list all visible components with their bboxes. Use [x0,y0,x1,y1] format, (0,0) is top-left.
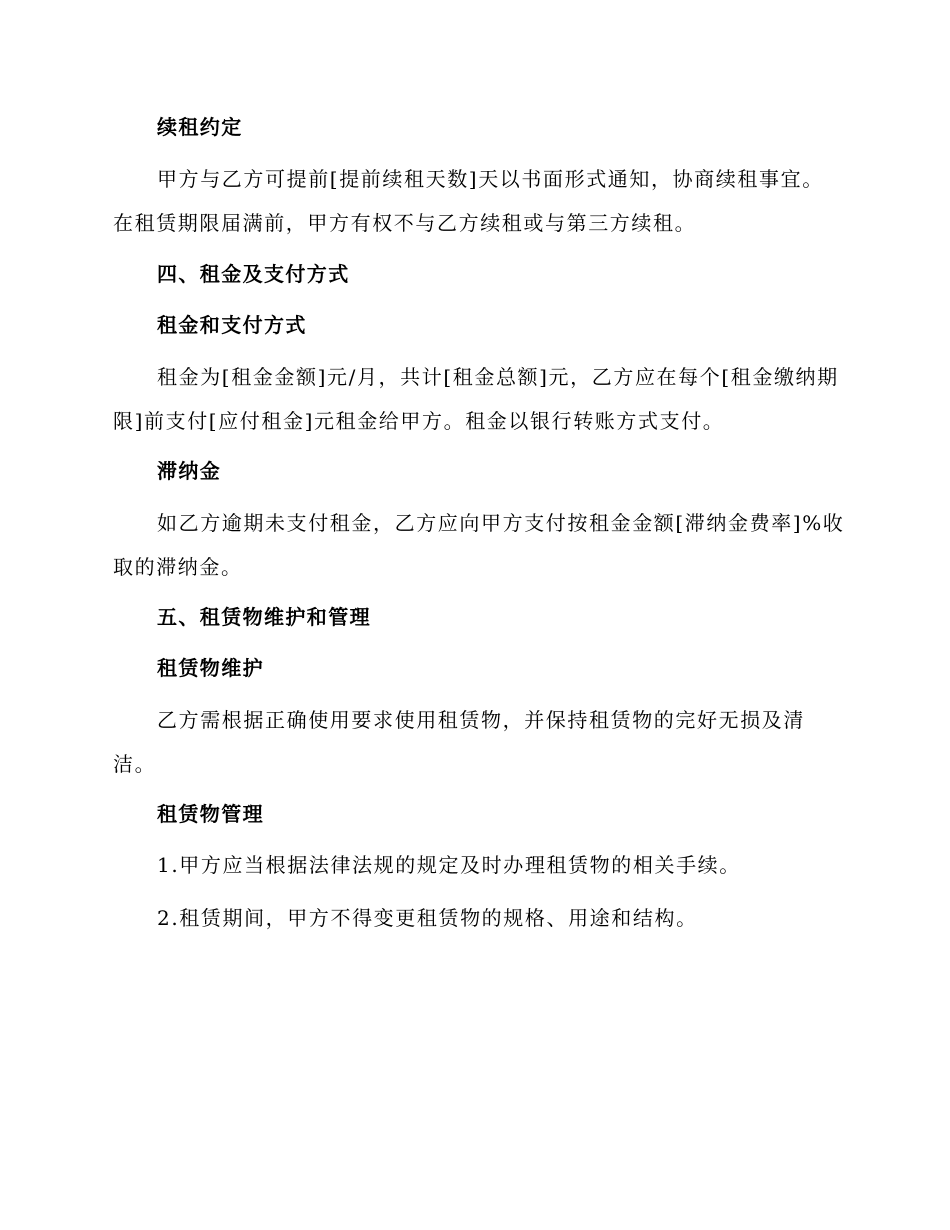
section-heading-late-fee: 滞纳金 [157,459,222,483]
paragraph-rent-line1: 租金为[租金金额]元/月，共计[租金总额]元，乙方应在每个[租金缴纳期 [157,365,839,389]
paragraph-maintenance-line1: 乙方需根据正确使用要求使用租赁物，并保持租赁物的完好无损及清 [157,708,805,732]
section-heading-renewal: 续租约定 [157,115,243,139]
chapter-heading-rent-payment: 四、租金及支付方式 [157,262,350,286]
paragraph-maintenance-line2: 洁。 [113,752,157,776]
list-item-management-2: 2.租赁期间，甲方不得变更租赁物的规格、用途和结构。 [157,906,698,930]
section-heading-rent-payment-method: 租金和支付方式 [157,313,307,337]
paragraph-late-fee-line2: 取的滞纳金。 [113,555,243,579]
paragraph-late-fee-line1: 如乙方逾期未支付租金，乙方应向甲方支付按租金金额[滞纳金费率]%收 [157,511,845,535]
paragraph-renewal-line1: 甲方与乙方可提前[提前续租天数]天以书面形式通知，协商续租事宜。 [157,167,824,191]
paragraph-rent-line2: 限]前支付[应付租金]元租金给甲方。租金以银行转账方式支付。 [113,409,725,433]
list-item-management-1: 1.甲方应当根据法律法规的规定及时办理租赁物的相关手续。 [157,853,741,877]
chapter-heading-maintenance-management: 五、租赁物维护和管理 [157,605,371,629]
paragraph-renewal-line2: 在租赁期限届满前，甲方有权不与乙方续租或与第三方续租。 [113,211,697,235]
section-heading-maintenance: 租赁物维护 [157,656,264,680]
section-heading-management: 租赁物管理 [157,802,264,826]
